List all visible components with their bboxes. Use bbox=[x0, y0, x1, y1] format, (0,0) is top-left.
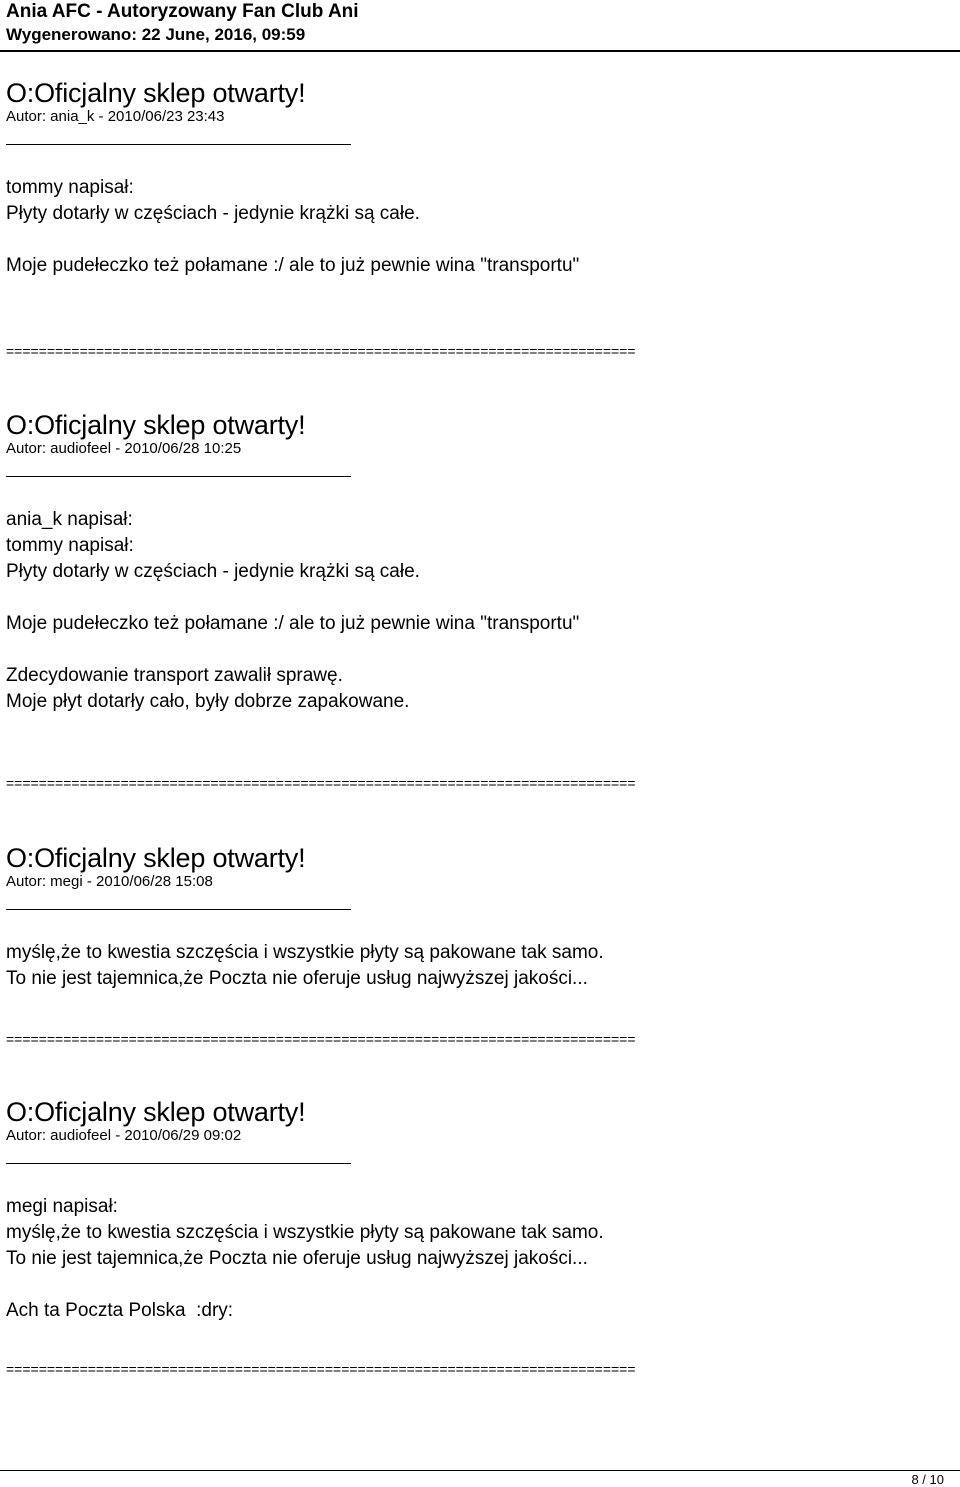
post-line: tommy napisał: bbox=[6, 535, 134, 556]
generated-date: Wygenerowano: 22 June, 2016, 09:59 bbox=[6, 25, 306, 44]
document-header bbox=[6, 0, 359, 46]
post-meta: Autor: megi - 2010/06/28 15:08 bbox=[6, 873, 213, 890]
post-separator: ============================================================================= bbox=[6, 343, 636, 359]
post bbox=[6, 1097, 954, 1324]
post-line: To nie jest tajemnica,że Poczta nie oferuje usług najwyższej jakości... bbox=[6, 1248, 588, 1269]
post-line: Moje pudełeczko też połamane :/ ale to już pewnie wina "transportu" bbox=[6, 255, 580, 276]
post-line: ania_k napisał: bbox=[6, 509, 133, 530]
post-title: O:Oficjalny sklep otwarty! bbox=[6, 78, 306, 108]
post-separator: ============================================================================= bbox=[6, 1361, 636, 1377]
post-line: Moje pudełeczko też połamane :/ ale to już pewnie wina "transportu" bbox=[6, 613, 580, 634]
post-separator: ============================================================================= bbox=[6, 1031, 636, 1047]
post-line: To nie jest tajemnica,że Poczta nie oferuje usług najwyższej jakości... bbox=[6, 968, 588, 989]
post-line: Moje płyt dotarły cało, były dobrze zapakowane. bbox=[6, 691, 410, 712]
post bbox=[6, 78, 954, 279]
site-title: Ania AFC - Autoryzowany Fan Club Ani bbox=[6, 1, 359, 22]
post-title: O:Oficjalny sklep otwarty! bbox=[6, 1097, 306, 1127]
post-line: myślę,że to kwestia szczęścia i wszystkie płyty są pakowane tak samo. bbox=[6, 942, 604, 963]
post-meta: Autor: audiofeel - 2010/06/28 10:25 bbox=[6, 440, 242, 457]
post-line: Płyty dotarły w częściach - jedynie krążki są całe. bbox=[6, 561, 420, 582]
post bbox=[6, 843, 954, 992]
post-meta: Autor: ania_k - 2010/06/23 23:43 bbox=[6, 108, 225, 125]
header-divider bbox=[0, 50, 960, 52]
post-line: myślę,że to kwestia szczęścia i wszystkie płyty są pakowane tak samo. bbox=[6, 1222, 604, 1243]
post-line: tommy napisał: bbox=[6, 177, 134, 198]
post-title: O:Oficjalny sklep otwarty! bbox=[6, 410, 306, 440]
post bbox=[6, 410, 954, 715]
post-line: Płyty dotarły w częściach - jedynie krążki są całe. bbox=[6, 203, 420, 224]
post-line: Ach ta Poczta Polska :dry: bbox=[6, 1300, 234, 1321]
post-meta: Autor: audiofeel - 2010/06/29 09:02 bbox=[6, 1127, 242, 1144]
post-separator: ============================================================================= bbox=[6, 775, 636, 791]
post-line: megi napisał: bbox=[6, 1196, 118, 1217]
page-number: 8 / 10 bbox=[911, 1472, 944, 1487]
footer-divider bbox=[0, 1470, 960, 1471]
post-title: O:Oficjalny sklep otwarty! bbox=[6, 843, 306, 873]
post-line: Zdecydowanie transport zawalił sprawę. bbox=[6, 665, 343, 686]
